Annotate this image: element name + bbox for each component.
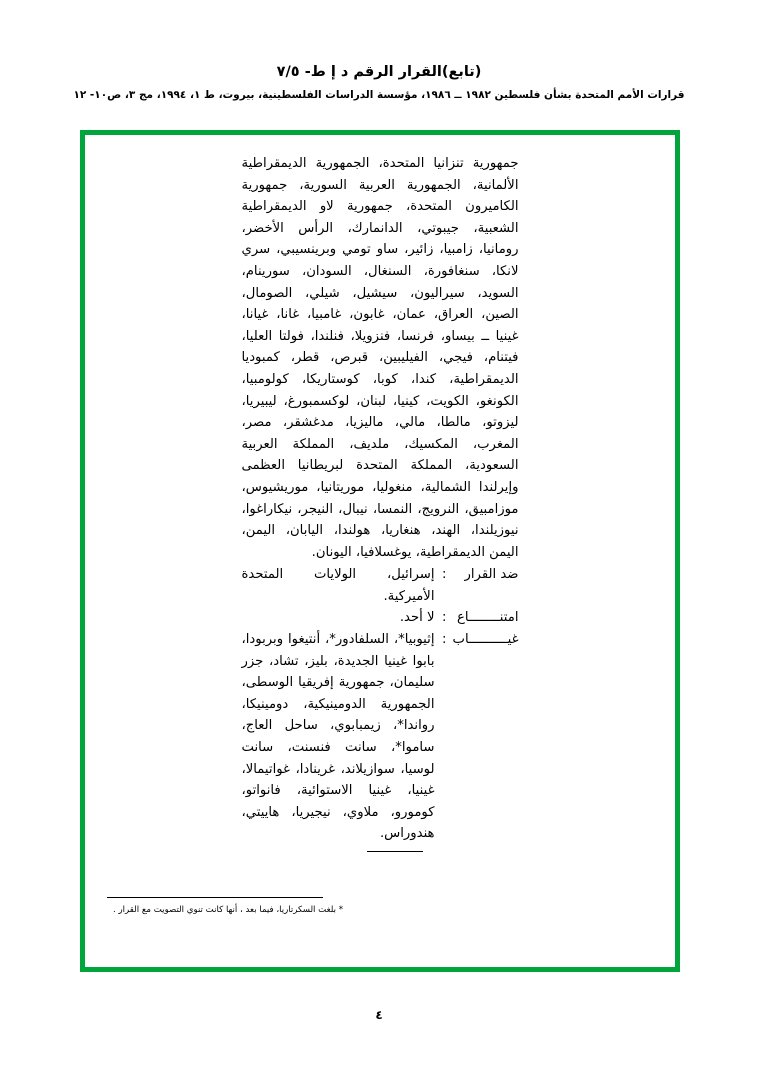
vote-row bbox=[242, 607, 519, 629]
vote-colon: : bbox=[442, 567, 447, 583]
green-border-frame bbox=[80, 130, 680, 972]
frame-inner bbox=[85, 135, 675, 967]
vote-label-abstain: امتنــــــــاع bbox=[457, 610, 519, 626]
vote-label-absent: غيــــــــــاب bbox=[452, 632, 519, 648]
vote-row bbox=[242, 564, 519, 607]
page-number: ٤ bbox=[375, 1008, 383, 1022]
vote-value-against: إسرائيل، الولايات المتحدة الأميركية. bbox=[241, 567, 435, 604]
vote-results bbox=[242, 564, 519, 845]
vote-row bbox=[242, 629, 519, 845]
countries-paragraph: جمهورية تنزانيا المتحدة، الجمهورية الديمقراطية الألمانية، الجمهورية العربية السورية، جمهورية الكاميرون المتحدة، جمهورية لاو الديمقراطية الشعبية، جيبوتي، الدانمارك، الرأس الأخضر، رومانيا، زامبيا، زائير، ساو تومي وبرينسيبي، سري لانكا، سنغافورة، السنغال، السودان، سورينام، السويد، سيراليون، سيشيل، شيلي، الصومال، الصين، العراق، عمان، غابون، غامبيا، غانا، غيانا، غينيا ــ بيساو، فرنسا، فنزويلا، فنلندا، فولتا العليا، فيتنام، فيجي، الفيليبين، قبرص، قطر، كمبوديا الديمقراطية، كندا، كوبا، كوستاريكا، كولومبيا، الكونغو، الكويت، كينيا، لبنان، لوكسمبورغ، ليبيريا، ليزوتو، مالطا، مالي، ماليزيا، مدغشقر، مصر، المغرب، المكسيك، ملديف، المملكة العربية السعودية، المملكة المتحدة لبريطانيا العظمى وإيرلندا الشمالية، منغوليا، موريتانيا، موريشيوس، موزامبيق، النرويج، النمسا، نيبال، النيجر، نيكاراغوا، نيوزيلندا، الهند، هنغاريا، هولندا، اليابان، اليمن، اليمن الديمقراطية، يوغسلافيا، اليونان. bbox=[241, 156, 519, 560]
section-divider bbox=[367, 851, 423, 852]
text-column bbox=[242, 153, 519, 852]
document-title: (تابع)القرار الرقم د إ ط- ٧/٥ bbox=[276, 64, 482, 80]
document-source-line: قرارات الأمم المتحدة بشأن فلسطين ١٩٨٢ ــ ١٩٨٦، مؤسسة الدراسات الفلسطينية، بيروت، ط ١، ١٩٩٤، مج ٣، ص١٠- ١٢ bbox=[73, 89, 685, 101]
document-header bbox=[0, 0, 758, 101]
footnote-divider bbox=[107, 897, 323, 898]
footnote-block bbox=[107, 897, 653, 915]
vote-colon: : bbox=[442, 610, 447, 626]
footnote-text: * بلغت السكرتاريا، فيما بعد ، أنها كانت تنوي التصويت مع القرار . bbox=[113, 905, 344, 915]
vote-value-abstain: لا أحد. bbox=[399, 610, 435, 626]
vote-colon: : bbox=[442, 632, 447, 648]
vote-value-absent: إثيوبيا*، السلفادور*، أنتيغوا وبربودا، بابوا غينيا الجديدة، بليز، تشاد، جزر سليمان، جمهورية إفريقيا الوسطى، الجمهورية الدومينيكية، دومينيكا، رواندا*، زيمبابوي، ساحل العاج، ساموا*، سانت فنسنت، سانت لوسيا، سوازيلاند، غرينادا، غواتيمالا، غينيا، غينيا الاستوائية، فانواتو، كومورو، ملاوي، نيجيريا، هاييتي، هندوراس. bbox=[241, 632, 435, 842]
vote-label-against: ضد القرار bbox=[464, 567, 519, 583]
